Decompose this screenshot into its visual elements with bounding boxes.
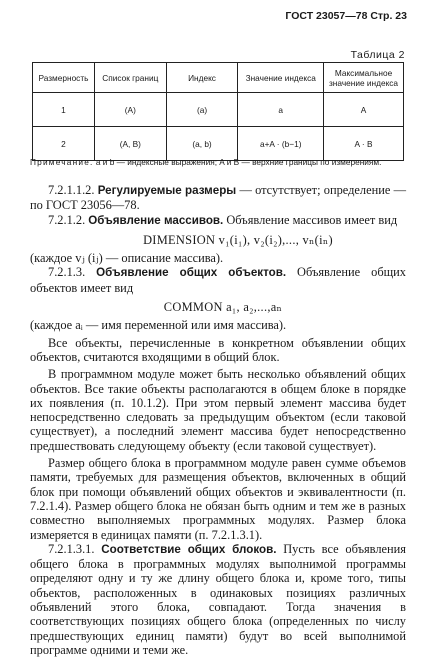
table-cell: (A) [94,93,166,127]
table-note [30,156,406,168]
note-lead: Примечание. [30,157,94,167]
paragraph: Все объекты, перечисленные в конкретном объявлении общих объектов, считаются входящими в общий блок. [30,335,406,364]
dimension-note: (каждое vⱼ (iⱼ) — описание массива). [30,251,224,266]
table-cell: A · B [324,127,404,161]
index-table [32,62,404,161]
table-cell: (a) [166,93,238,127]
section-title: Объявление массивов. [88,213,224,227]
page-header: ГОСТ 23057—78 Стр. 23 [285,10,407,22]
section-title: Объявление общих объектов. [96,266,287,280]
section-number: 7.2.1.2. [48,212,86,227]
section-7-2-1-3 [30,265,406,295]
table-cell: a [238,93,324,127]
column-header: Размерность [33,63,95,93]
column-header: Максимальное значение индекса [324,63,404,93]
section-text: Объявление массивов имеет вид [223,212,398,227]
body-text [30,183,406,657]
common-formula: COMMON a₁, a₂,...,aₙ [163,300,283,315]
section-title: Регулируемые размеры [97,184,237,197]
table-header-row [33,63,404,93]
column-header: Индекс [166,63,238,93]
column-header: Список границ [94,63,166,93]
section-7-2-1-1-2 [30,183,406,213]
section-number: 7.2.1.3. [48,265,86,280]
column-header: Значение индекса [238,63,324,93]
table-row [33,93,404,127]
section-title: Соответствие общих блоков. [101,542,277,556]
table-cell: A [324,93,404,127]
table-cell: (A, B) [94,127,166,161]
table-cell: 1 [33,93,95,127]
section-text: — отсутствует; определение — по ГОСТ 23056—78. [30,183,406,213]
common-note: (каждое aᵢ — имя переменной или имя массива). [30,318,287,333]
section-text: Объявление общих объектов имеет вид [30,265,406,295]
paragraph: Размер общего блока в программном модуле равен сумме объемов памяти, требуемых для размещения объектов, включенных в общий блок при помощи объявлений общих объектов и эквивалентности (п. 7.2.1.4). Размер общего блока не обязан быть одним и тем же в разных совместно выполняемых программных модулях. Размер блока измеряется в единицах памяти (п. 7.2.1.3.1). [30,456,406,542]
table-label: Таблица 2 [350,49,405,61]
table-cell: 2 [33,127,95,161]
section-text: Пусть все объявления общего блока в программных модулях выполнимой программы определяют одну и ту же длину общего блока и, кроме того, типы объектов, расположенных в одинаковых позициях различных объявлений этого блока, совпадают. Тогда значения в соответствующих позициях общего блока (определенных по числу предшествующих единиц памяти) будут во всей выполнимой программе одними и теми же. [30,541,407,657]
dimension-formula: DIMENSION v₁(i₁), v₂(i₂),..., vₙ(iₙ) [143,232,333,247]
table-cell: (a, b) [166,127,238,161]
note-text: a и b — индексные выражения; A и B — верхние границы по измерениям. [93,157,382,167]
section-number: 7.2.1.1.2. [48,183,95,197]
table-cell: a+A · (b−1) [238,127,324,161]
section-7-2-1-3-1 [30,542,406,657]
section-number: 7.2.1.3.1. [48,541,95,556]
section-7-2-1-2 [30,213,406,228]
paragraph: В программном модуле может быть несколько объявлений общих объектов. Все такие объекты располагаются в общем блоке в порядке их появления (п. 10.1.2). При этом первый элемент массива будет непосредственно следовать за предыдущим объектом (если таковой существует), а последний элемент массива будет непосредственно предшествовать следующему объекту (если таковой существует). [30,367,406,453]
